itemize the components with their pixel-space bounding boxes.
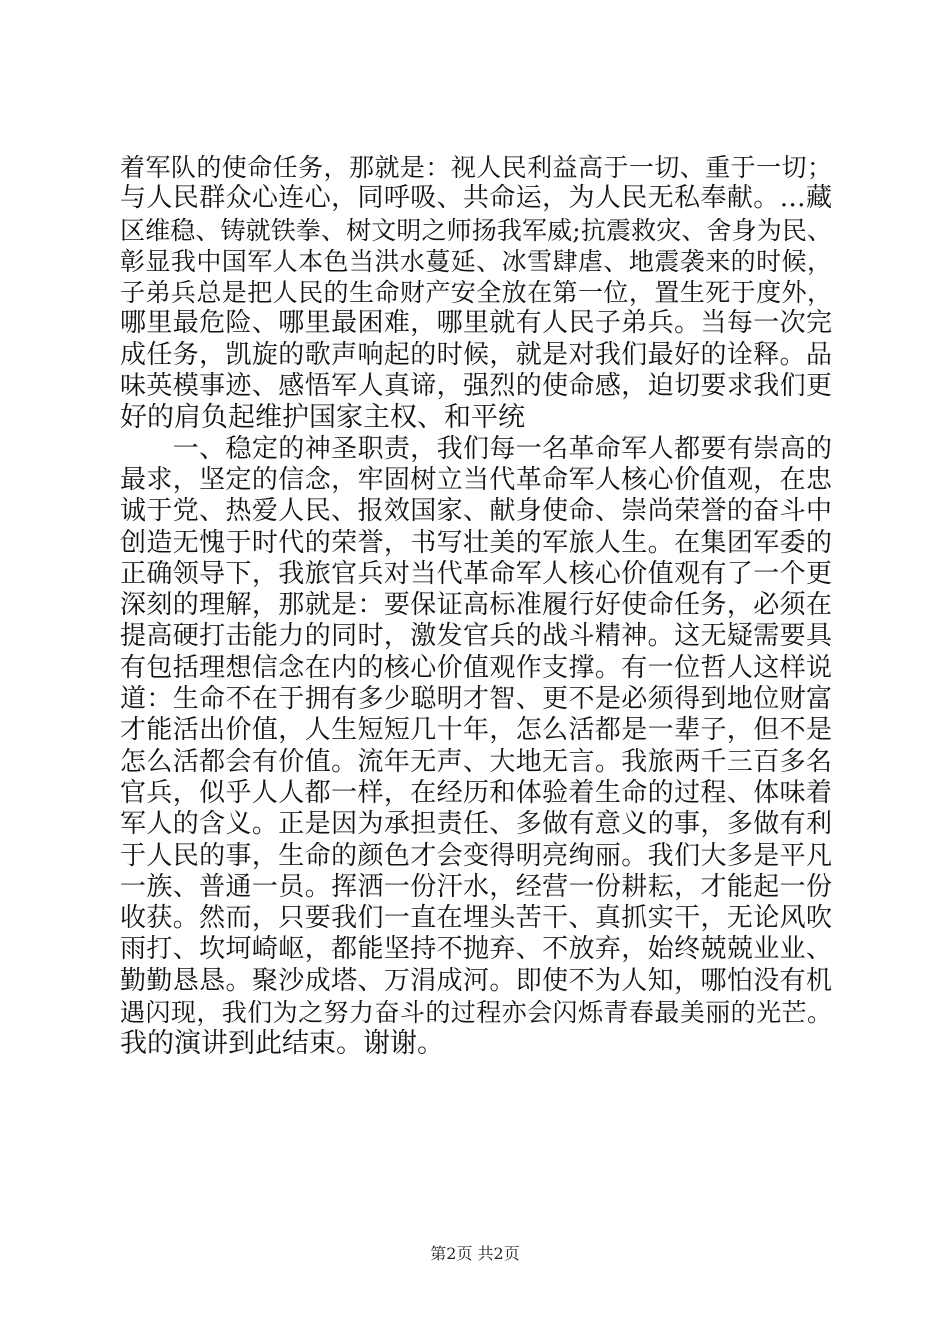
text-line: 彰显我中国军人本色当洪水蔓延、冰雪肆虐、地震袭来的时候， xyxy=(120,246,832,276)
text-line: 区维稳、铸就铁拳、树文明之师扬我军威;抗震救灾、舍身为民、 xyxy=(120,215,832,245)
text-line: 遇闪现，我们为之努力奋斗的过程亦会闪烁青春最美丽的光芒。 xyxy=(120,998,832,1028)
text-line: 好的肩负起维护国家主权、和平统 xyxy=(120,402,525,434)
text-line: 官兵，似乎人人都一样，在经历和体验着生命的过程、体味着 xyxy=(120,777,832,808)
text-line: 有包括理想信念在内的核心价值观作支撑。有一位哲人这样说 xyxy=(120,652,832,683)
text-line: 道：生命不在于拥有多少聪明才智、更不是必须得到地位财富 xyxy=(120,684,832,715)
paragraph-start-line: 一、稳定的神圣职责，我们每一名革命军人都要有崇高的 xyxy=(120,433,832,464)
text-line: 军人的含义。正是因为承担责任、多做有意义的事，多做有利 xyxy=(120,809,832,840)
text-line: 与人民群众心连心，同呼吸、共命运，为人民无私奉献。…藏 xyxy=(120,183,832,214)
text-line: 味英模事迹、感悟军人真谛，强烈的使命感，迫切要求我们更 xyxy=(120,371,832,402)
text-line: 我的演讲到此结束。谢谢。 xyxy=(120,1028,444,1060)
text-line: 勤勤恳恳。聚沙成塔、万涓成河。即使不为人知，哪怕没有机 xyxy=(120,965,832,996)
text-line: 于人民的事，生命的颜色才会变得明亮绚丽。我们大多是平凡 xyxy=(120,840,832,871)
text-line: 一族、普通一员。挥洒一份汗水，经营一份耕耘，才能起一份 xyxy=(120,871,832,902)
text-line: 成任务，凯旋的歌声响起的时候，就是对我们最好的诠释。品 xyxy=(120,339,832,370)
text-line: 深刻的理解，那就是：要保证高标准履行好使命任务，必须在 xyxy=(120,590,832,621)
text-line: 子弟兵总是把人民的生命财产安全放在第一位，置生死于度外， xyxy=(120,278,832,308)
text-line: 着军队的使命任务，那就是：视人民利益高于一切、重于一切； xyxy=(120,153,832,182)
text-line: 最求，坚定的信念，牢固树立当代革命军人核心价值观，在忠 xyxy=(120,464,832,495)
text-line: 收获。然而，只要我们一直在埋头苦干、真抓实干，无论风吹 xyxy=(120,903,832,934)
page-number-footer: 第2页 共2页 xyxy=(430,1244,520,1263)
text-line: 才能活出价值，人生短短几十年，怎么活都是一辈子，但不是 xyxy=(120,715,832,746)
body-text xyxy=(120,152,832,1060)
text-line: 提高硬打击能力的同时，激发官兵的战斗精神。这无疑需要具 xyxy=(120,621,832,652)
text-line: 诚于党、热爱人民、报效国家、献身使命、崇尚荣誉的奋斗中 xyxy=(120,496,832,527)
text-line: 雨打、坎坷崎岖，都能坚持不抛弃、不放弃，始终兢兢业业、 xyxy=(120,934,832,965)
text-line: 怎么活都会有价值。流年无声、大地无言。我旅两千三百多名 xyxy=(120,746,832,777)
text-line: 创造无愧于时代的荣誉，书写壮美的军旅人生。在集团军委的 xyxy=(120,527,832,558)
text-line: 正确领导下，我旅官兵对当代革命军人核心价值观有了一个更 xyxy=(120,558,832,589)
text-line: 哪里最危险、哪里最困难，哪里就有人民子弟兵。当每一次完 xyxy=(120,308,832,339)
